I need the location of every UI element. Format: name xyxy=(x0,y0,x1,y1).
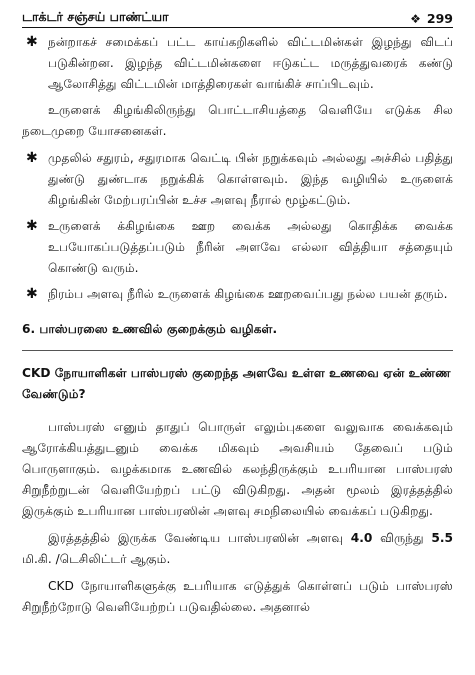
bullet-text: முதலில் சதுரம், சதுரமாக வெட்டி பின் நறுக்கவும் அல்லது அச்சில் பதித்து துண்டு துண்டாக நறுக்கிக் கொள்ளவும். இந்த வழியில் உருளைக் கிழங்கின் மேற்பரப்பின் உச்ச அளவு நீரால் மூழ்கட்டும். xyxy=(48,151,453,207)
asterisk-bullet-icon: ✱ xyxy=(26,218,38,234)
header-rule xyxy=(22,27,453,28)
page-number-block xyxy=(410,11,453,26)
asterisk-bullet-icon: ✱ xyxy=(26,34,38,50)
level-suffix: மி.கி. /டெசிலிட்டர் ஆகும். xyxy=(22,552,171,566)
level-prefix: இரத்தத்தில் இருக்க வேண்டிய பாஸ்பரஸின் அளவு xyxy=(48,531,351,545)
bullet-text: உருளைக் க்கிழங்கை ஊற வைக்க அல்லது கொதிக்க வைக்க உபயோகப்படுத்தப்படும் நீரின் அளவே எல்லா வித்தியா சத்தையும் கொண்டு வரும். xyxy=(48,219,453,275)
section-heading: 6. பாஸ்பரஸை உணவில் குறைக்கும் வழிகள். xyxy=(22,322,278,336)
header-title: டாக்டர் சஞ்சய் பாண்ட்யா xyxy=(22,9,169,24)
page-number: 299 xyxy=(426,11,453,26)
bullet-item xyxy=(22,284,453,305)
question-heading: CKD நோயாளிகள் பாஸ்பரஸ் குறைந்த அளவே உள்ள உணவை ஏன் உண்ண வேண்டும்? xyxy=(22,366,451,401)
bullet-item xyxy=(22,148,453,211)
last-paragraph: CKD நோயாளிகளுக்கு உபரியாக எடுத்துக் கொள்ளப் படும் பாஸ்பரஸ் சிறுநீற்றோடு வெளியேற்றப் படுவதில்லை. அதனால் xyxy=(22,579,453,614)
bullet-text: நன்றாகச் சமைக்கப் பட்ட காய்கறிகளில் விட்டமின்கள் இழந்து விடப் படுகின்றன. இழந்த விட்டமின்களை ஈடுகட்ட மருத்துவரைக் கண்டு ஆலோசித்து விட்டமின் மாத்திரைகள் வாங்கிச் சாப்பிடவும். xyxy=(48,35,453,91)
running-header xyxy=(22,6,453,26)
bullet-text: நிரம்ப அளவு நீரில் உருளைக் கிழங்கை ஊறவைப்பது நல்ல பயன் தரும். xyxy=(48,287,448,301)
bullet-item xyxy=(22,32,453,95)
bullet-item xyxy=(22,216,453,279)
diamond-ornament-icon: ❖ xyxy=(410,11,421,26)
phosphorus-paragraph: பாஸ்பரஸ் எனும் தாதுப் பொருள் எலும்புகளை வலுவாக வைக்கவும் ஆரோக்கியத்துடனும் வைக்க மிகவும் அவசியம் தேவைப் படும் பொருளாகும். வழக்கமாக உணவில் கலந்திருக்கும் உபரியான பாஸ்பரஸ் சிறுநீற்றுடன் வெளியேற்றப் பட்டு விடுகிறது. அதன் மூலம் இரத்தத்தில் இருக்கும் உபரியான பாஸ்பரஸின் அளவு சமநிலையில் வைக்கப் படுகிறது. xyxy=(22,420,453,518)
asterisk-bullet-icon: ✱ xyxy=(26,150,38,166)
section-divider xyxy=(22,350,453,351)
page-content xyxy=(22,32,453,624)
level-value-low: 4.0 xyxy=(350,531,373,545)
intro-paragraph: உருளைக் கிழங்கிலிருந்து பொட்டாசியத்தை வெளியே எடுக்க சில நடைமுறை யோசனைகள். xyxy=(22,103,453,138)
level-value-high: 5.5 xyxy=(431,531,453,545)
asterisk-bullet-icon: ✱ xyxy=(26,286,38,302)
level-middle: விருந்து xyxy=(372,531,432,545)
phosphorus-level-paragraph xyxy=(22,528,453,570)
